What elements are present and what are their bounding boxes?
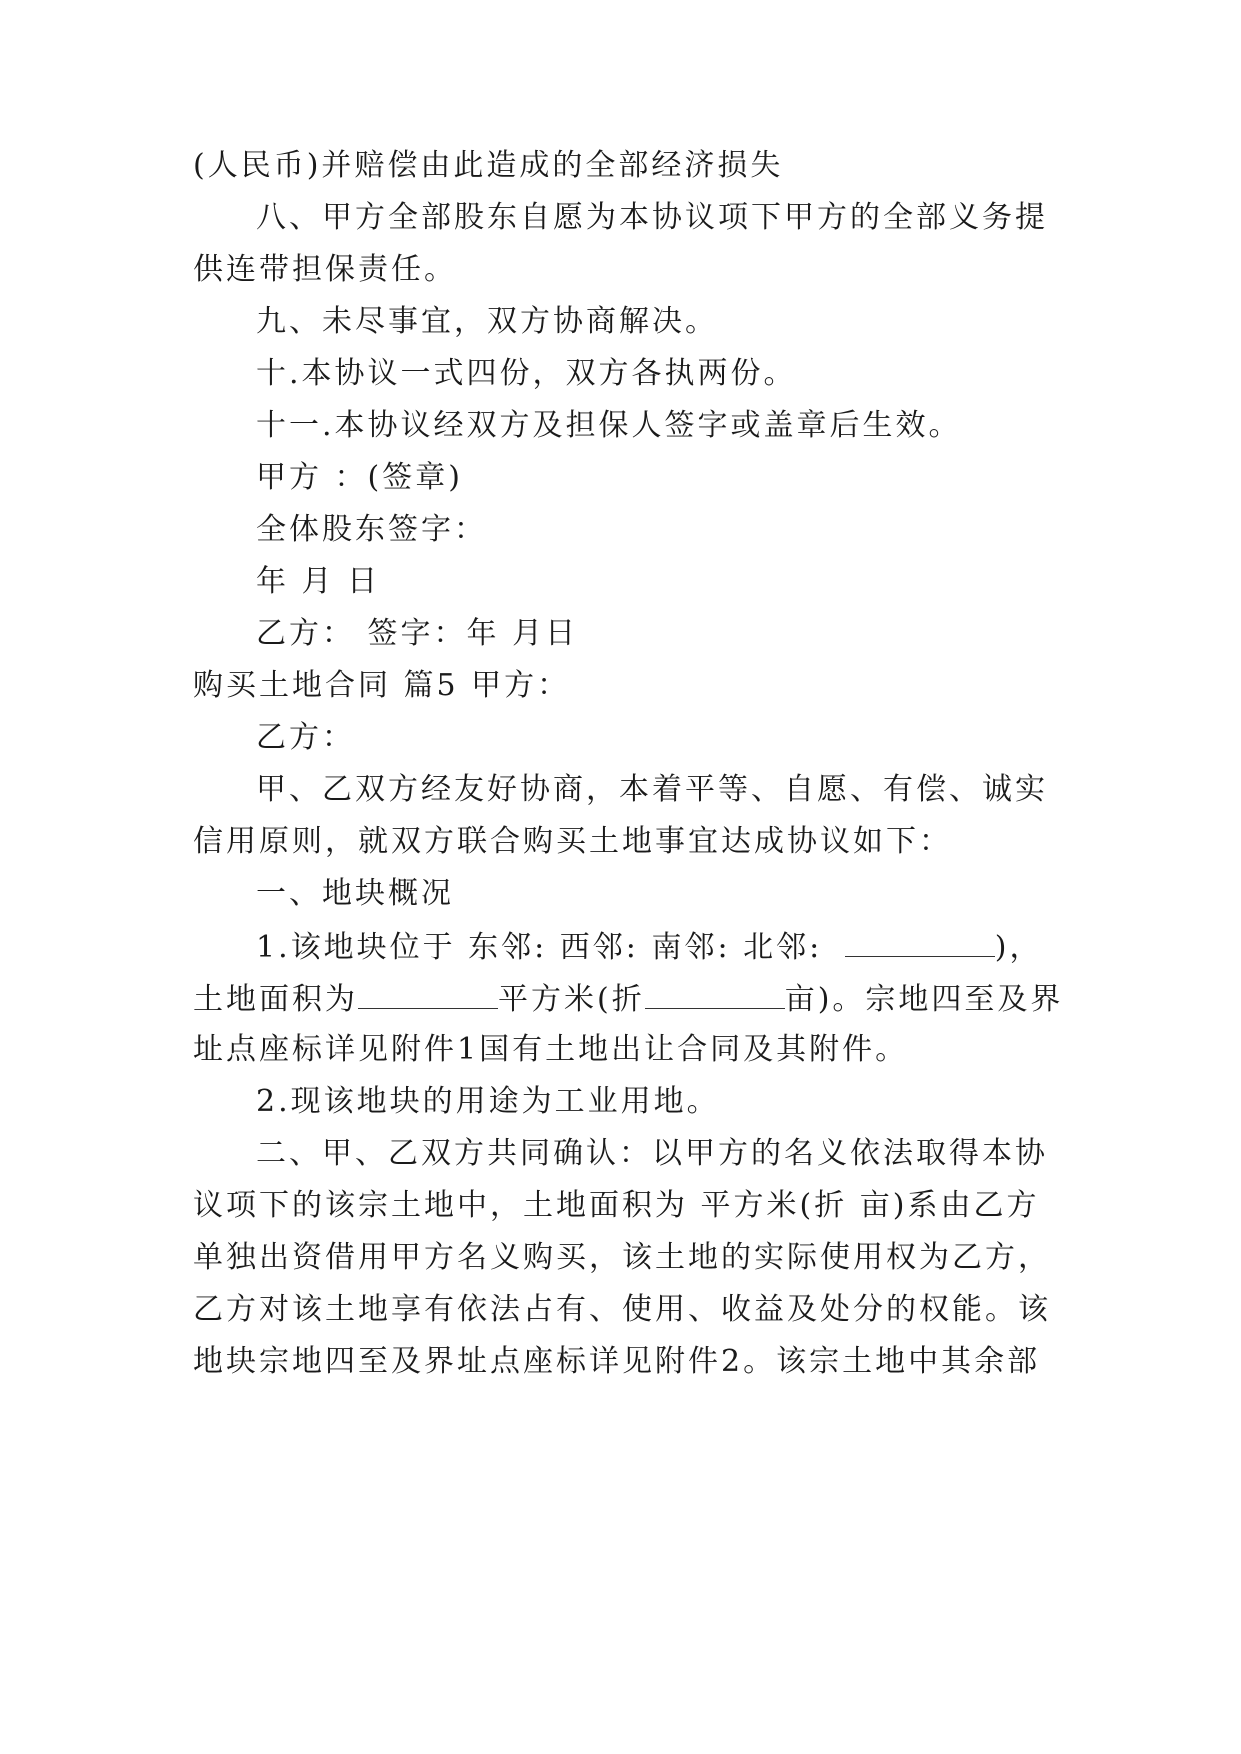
text-segment: 土地面积为 (193, 982, 358, 1017)
text-line: 单独出资借用甲方名义购买，该土地的实际使用权为乙方， (193, 1240, 1051, 1275)
text-line: 2.现该地块的用途为工业用地。 (256, 1084, 720, 1119)
text-line: 全体股东签字： (256, 512, 487, 547)
text-line: (人民币)并赔偿由此造成的全部经济损失 (193, 148, 784, 183)
text-line: 八、甲方全部股东自愿为本协议项下甲方的全部义务提 (256, 200, 1048, 235)
text-line: 地块宗地四至及界址点座标详见附件2。该宗土地中其余部 (193, 1344, 1041, 1379)
text-segment: 平方米(折 (498, 982, 645, 1017)
text-line: 址点座标详见附件1国有土地出让合同及其附件。 (193, 1032, 909, 1067)
section-heading: 购买土地合同 篇5 甲方： (193, 668, 571, 703)
text-line (256, 926, 1042, 968)
text-line: 乙方： 签字：年 月日 (256, 616, 579, 651)
text-line: 供连带担保责任。 (193, 252, 457, 287)
text-line: 一、地块概况 (256, 876, 454, 911)
text-line: 年 月 日 (256, 564, 381, 599)
text-line: 乙方： (256, 720, 355, 755)
text-line: 乙方对该土地享有依法占有、使用、收益及处分的权能。该 (193, 1292, 1051, 1327)
text-line: 甲方 ：(签章) (256, 460, 463, 495)
text-segment: 亩)。宗地四至及界 (784, 982, 1064, 1017)
text-line: 议项下的该宗土地中，土地面积为 平方米(折 亩)系由乙方 (193, 1188, 1040, 1223)
text-line: 二、甲、乙双方共同确认：以甲方的名义依法取得本协 (256, 1136, 1048, 1171)
fill-in-blank[interactable] (645, 978, 785, 1009)
text-line: 甲、乙双方经友好协商，本着平等、自愿、有偿、诚实 (256, 772, 1048, 807)
text-segment: )， (994, 930, 1043, 965)
text-line: 十.本协议一式四份，双方各执两份。 (256, 356, 797, 391)
fill-in-blank[interactable] (358, 978, 498, 1009)
text-line: 十一.本协议经双方及担保人签字或盖章后生效。 (256, 408, 962, 443)
text-line: 九、未尽事宜，双方协商解决。 (256, 304, 718, 339)
text-line: 信用原则，就双方联合购买土地事宜达成协议如下： (193, 824, 952, 859)
text-line (193, 978, 1063, 1020)
fill-in-blank[interactable] (845, 926, 995, 957)
text-segment: 1.该地块位于 东邻: 西邻: 南邻: 北邻: (256, 930, 823, 965)
